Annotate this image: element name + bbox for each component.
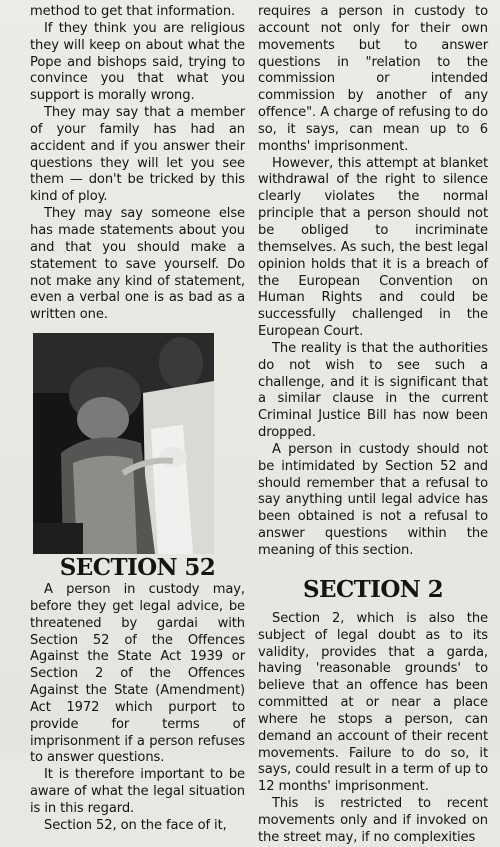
section-2-heading: SECTION 2 [303, 575, 443, 603]
paragraph: The reality is that the authorities do not wish to see such a challenge, and it is significant that a similar clause in the current Criminal Justice Bill has now been dropped. [258, 340, 488, 441]
paragraph: However, this attempt at blanket withdrawal of the right to silence clearly violates the normal principle that a person should not be obliged to incriminate themselves. As such, the best legal opinion holds that it is a breach of the European Convention on Human Rights and could be successfully challenged in the European Court. [258, 155, 488, 340]
paragraph: requires a person in custody to account not only for their own movements but to answer questions in "relation to the commission or intended commission by another of any offence". A charge of refusing to do so, it says, can mean up to 6 months' imprisonment. [258, 4, 488, 154]
paragraph: They may say that a member of your family has had an accident and if you answer their questions they will let you see them — don't be tricked by this kind of ploy. [30, 105, 245, 205]
paragraph: Section 2, which is also the subject of legal doubt as to its validity, provides that a garda, having 'reasonable grounds' to believe that an offence has been committed at or near a place where he stops a person, can demand an account of their recent movements. Failure to do so, it says, could result in a term of up to 12 months' imprisonment. [258, 610, 488, 795]
arrest-photo [33, 333, 214, 554]
section-52-heading: SECTION 52 [59, 554, 216, 582]
paragraph: It is therefore important to be aware of what the legal situation is in this regard. [30, 767, 245, 816]
right-column [258, 4, 488, 847]
paragraph: Section 52, on the face of it, [44, 817, 227, 833]
paragraph: If they think you are religious they will keep on about what the Pope and bishops said, trying to convince you that what you support is morally wrong. [30, 20, 245, 104]
paragraph: They may say someone else has made statements about you and that you should make a statement to save yourself. Do not make any kind of statement, even a verbal one is as bad as a written one. [30, 206, 245, 323]
paragraph: A person in custody may, before they get legal advice, be threatened by gardai with Section 52 of the Offences Against the State Act 1939 or Section 2 of the Offences Against the State (Amendment) Act 1972 which purport to provide for terms of imprisonment if a person refuses to answer questions. [30, 582, 245, 766]
photo-illustration [33, 333, 214, 554]
left-column [30, 4, 245, 835]
paragraph: method to get that information. [30, 4, 236, 19]
paragraph: This is restricted to recent movements only and if invoked on the street may, if no complexities [258, 796, 488, 845]
paragraph: A person in custody should not be intimidated by Section 52 and should remember that a refusal to say anything until legal advice has been obtained is not a refusal to answer questions within the meaning of this section. [258, 441, 488, 558]
